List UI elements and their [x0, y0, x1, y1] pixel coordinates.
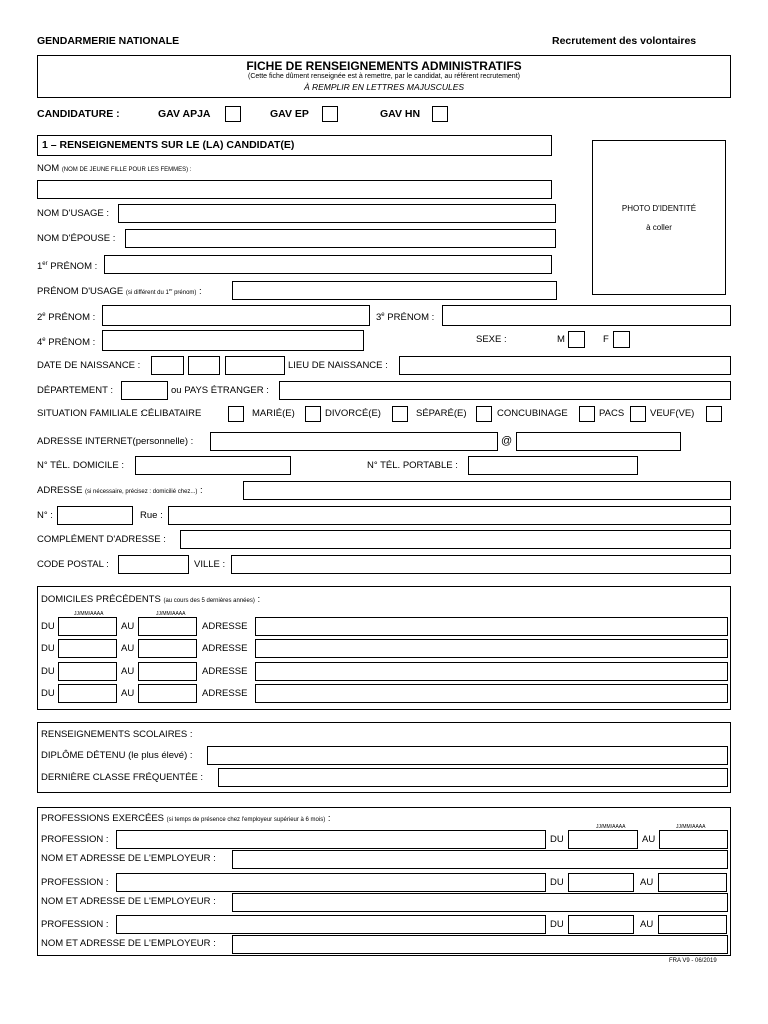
nom-field[interactable]	[37, 180, 552, 199]
checkbox-gav-hn[interactable]	[432, 106, 448, 122]
prof2-field[interactable]	[116, 873, 546, 892]
ville-field[interactable]	[231, 555, 731, 574]
prenom4-field[interactable]	[102, 330, 364, 351]
option-gav-apja: GAV APJA	[158, 108, 211, 120]
pays-field[interactable]	[279, 381, 731, 400]
option-gav-ep: GAV EP	[270, 108, 309, 120]
situation-pacs: PACS	[599, 408, 625, 419]
domiciles-date-hint-au: JJ/MM/AAAA	[156, 611, 186, 617]
date-naissance-label: DATE DE NAISSANCE :	[37, 360, 141, 371]
dom3-au-label: AU	[121, 666, 135, 677]
prof1-field[interactable]	[116, 830, 546, 849]
version-label: FRA V9 - 06/2019	[669, 958, 717, 964]
professions-title-text: PROFESSIONS EXERCÉES	[41, 813, 165, 824]
email-domain-field[interactable]	[516, 432, 681, 451]
sexe-f-label: F	[603, 334, 609, 345]
prenom4-sup: e	[42, 337, 46, 343]
section1-header	[37, 135, 552, 156]
adresse-label	[37, 485, 203, 498]
prenom1-num: 1	[37, 261, 43, 273]
at-sign: @	[501, 435, 513, 447]
prenom1-field[interactable]	[104, 255, 552, 274]
prof2-du-field[interactable]	[568, 873, 634, 892]
checkbox-sexe-m[interactable]	[568, 331, 585, 348]
birth-month-field[interactable]	[188, 356, 220, 375]
adresse-colon: :	[197, 485, 203, 496]
classe-field[interactable]	[218, 768, 728, 787]
prof3-field[interactable]	[116, 915, 546, 934]
departement-label: DÉPARTEMENT :	[37, 385, 114, 396]
prenom3-num: 3	[376, 312, 382, 324]
prenom4-text: PRÉNOM :	[45, 337, 96, 349]
prof1-du-field[interactable]	[568, 830, 638, 849]
dom3-du-field[interactable]	[58, 662, 117, 681]
nom-usage-label: NOM D'USAGE :	[37, 208, 110, 219]
prenom1-sup: er	[42, 261, 48, 267]
prenom4-num: 4	[37, 337, 43, 349]
domiciles-note: (au cours des 5 dernières années)	[163, 598, 255, 604]
professions-date-hint-du: JJ/MM/AAAA	[596, 824, 626, 830]
prenom2-text: PRÉNOM :	[45, 312, 96, 324]
diplome-field[interactable]	[207, 746, 728, 765]
checkbox-divorce[interactable]	[392, 406, 408, 422]
dom3-au-field[interactable]	[138, 662, 197, 681]
prof3-au-field[interactable]	[658, 915, 727, 934]
adresse-field[interactable]	[243, 481, 731, 500]
prenom4-label	[37, 334, 95, 349]
prof3-label: PROFESSION :	[41, 919, 109, 930]
birth-year-field[interactable]	[225, 356, 285, 375]
situation-concubinage: CONCUBINAGE	[497, 408, 568, 419]
prenom-usage-text: PRÉNOM D'USAGE	[37, 286, 124, 297]
domiciles-date-hint-du: JJ/MM/AAAA	[74, 611, 104, 617]
checkbox-gav-apja[interactable]	[225, 106, 241, 122]
dom1-du-field[interactable]	[58, 617, 117, 636]
scolaires-title: RENSEIGNEMENTS SCOLAIRES :	[41, 729, 193, 740]
prenom-usage-note	[125, 287, 197, 296]
prof2-au-label: AU	[640, 877, 654, 888]
prof3-du-label: DU	[550, 919, 564, 930]
nom-epouse-field[interactable]	[125, 229, 556, 248]
form-subtitle: (Cette fiche dûment renseignée est à remettre, par le candidat, au référent recrutement)	[248, 73, 520, 80]
prenom-usage-field[interactable]	[232, 281, 557, 300]
lieu-naissance-field[interactable]	[399, 356, 731, 375]
complement-label: COMPLÉMENT D'ADRESSE :	[37, 534, 166, 545]
dom4-du-field[interactable]	[58, 684, 117, 703]
dom3-adresse-field[interactable]	[255, 662, 728, 681]
situation-divorce: DIVORCÉ(E)	[325, 408, 381, 419]
prof1-du-label: DU	[550, 834, 564, 845]
checkbox-veuf[interactable]	[706, 406, 722, 422]
prof1-au-field[interactable]	[659, 830, 728, 849]
professions-colon: :	[325, 813, 331, 824]
professions-title	[41, 813, 331, 826]
situation-celibataire: CÉLIBATAIRE	[141, 408, 202, 419]
org-name: GENDARMERIE NATIONALE	[37, 35, 180, 47]
emp1-label: NOM ET ADRESSE DE L'EMPLOYEUR :	[41, 853, 216, 864]
prof3-au-label: AU	[640, 919, 654, 930]
emp3-label: NOM ET ADRESSE DE L'EMPLOYEUR :	[41, 938, 216, 949]
dom4-adresse-field[interactable]	[255, 684, 728, 703]
prenom3-text: PRÉNOM :	[384, 312, 435, 324]
section1-title: 1 – RENSEIGNEMENTS SUR LE (LA) CANDIDAT(E)	[42, 139, 295, 151]
prenom1-text: PRÉNOM :	[47, 261, 98, 273]
complement-field[interactable]	[180, 530, 731, 549]
prof2-au-field[interactable]	[658, 873, 727, 892]
prenom3-label	[376, 309, 434, 324]
dom4-adresse-label: ADRESSE	[202, 688, 248, 699]
emp1-field[interactable]	[232, 850, 728, 869]
dom2-adresse-field[interactable]	[255, 639, 728, 658]
prenom3-field[interactable]	[442, 305, 731, 326]
diplome-label: DIPLÔME DÉTENU (le plus élevé) :	[41, 750, 193, 761]
checkbox-sexe-f[interactable]	[613, 331, 630, 348]
dom2-du-label: DU	[41, 643, 55, 654]
tel-domicile-label: N° TÉL. DOMICILE :	[37, 460, 125, 471]
tel-domicile-field[interactable]	[135, 456, 291, 475]
rue-label: Rue :	[140, 510, 163, 521]
emp2-field[interactable]	[232, 893, 728, 912]
dom2-au-label: AU	[121, 643, 135, 654]
dom2-adresse-label: ADRESSE	[202, 643, 248, 654]
dom1-du-label: DU	[41, 621, 55, 632]
sexe-m-label: M	[557, 334, 565, 345]
nom-epouse-label: NOM D'ÉPOUSE :	[37, 233, 116, 244]
birth-day-field[interactable]	[151, 356, 184, 375]
candidature-label: CANDIDATURE :	[37, 108, 120, 120]
numero-label: N° :	[37, 510, 53, 521]
emp2-label: NOM ET ADRESSE DE L'EMPLOYEUR :	[41, 896, 216, 907]
nom-label	[37, 163, 192, 176]
rue-field[interactable]	[168, 506, 731, 525]
professions-date-hint-au: JJ/MM/AAAA	[676, 824, 706, 830]
prenom-usage-note-start: (si différent du 1	[125, 290, 169, 296]
prof1-au-label: AU	[642, 834, 656, 845]
prenom2-field[interactable]	[102, 305, 370, 326]
prenom-usage-note-sup: er	[168, 287, 173, 292]
dom4-au-label: AU	[121, 688, 135, 699]
dom1-adresse-field[interactable]	[255, 617, 728, 636]
checkbox-pacs[interactable]	[630, 406, 646, 422]
prenom2-num: 2	[37, 312, 43, 324]
form-title: FICHE DE RENSEIGNEMENTS ADMINISTRATIFS	[246, 59, 522, 73]
option-gav-hn: GAV HN	[380, 108, 421, 120]
checkbox-marie[interactable]	[305, 406, 321, 422]
checkbox-gav-ep[interactable]	[322, 106, 338, 122]
sexe-label: SEXE :	[476, 334, 507, 345]
prenom3-sup: e	[381, 312, 385, 318]
situation-marie: MARIÉ(E)	[252, 408, 295, 419]
pays-label: ou PAYS ÉTRANGER :	[171, 385, 269, 396]
adresse-text: ADRESSE	[37, 485, 83, 496]
emp3-field[interactable]	[232, 935, 728, 954]
prenom-usage-label	[37, 284, 202, 299]
checkbox-concubinage[interactable]	[579, 406, 595, 422]
photo-label: PHOTO D'IDENTITÉ	[621, 204, 697, 213]
situation-label: SITUATION FAMILIALE :	[37, 408, 143, 419]
situation-separe: SÉPARÉ(E)	[416, 408, 467, 419]
numero-field[interactable]	[57, 506, 133, 525]
form-instruction: À REMPLIR EN LETTRES MAJUSCULES	[303, 82, 465, 92]
ville-label: VILLE :	[194, 559, 226, 570]
tel-portable-label: N° TÉL. PORTABLE :	[367, 460, 458, 471]
recruitment-label: Recrutement des volontaires	[552, 35, 697, 47]
prenom-usage-note-end: prénom)	[172, 290, 197, 296]
photo-sublabel: à coller	[646, 223, 672, 232]
dom2-du-field[interactable]	[58, 639, 117, 658]
tel-portable-field[interactable]	[468, 456, 638, 475]
departement-field[interactable]	[121, 381, 168, 400]
prenom1-label	[37, 258, 97, 273]
code-postal-field[interactable]	[118, 555, 189, 574]
adresse-internet-label: ADRESSE INTERNET(personnelle) :	[37, 436, 194, 447]
email-user-field[interactable]	[210, 432, 498, 451]
classe-label: DERNIÈRE CLASSE FRÉQUENTÉE :	[41, 772, 204, 783]
dom1-au-label: AU	[121, 621, 135, 632]
code-postal-label: CODE POSTAL :	[37, 559, 109, 570]
dom3-adresse-label: ADRESSE	[202, 666, 248, 677]
prof3-du-field[interactable]	[568, 915, 634, 934]
prenom-usage-colon: :	[196, 286, 202, 297]
dom2-au-field[interactable]	[138, 639, 197, 658]
nom-usage-field[interactable]	[118, 204, 556, 223]
nom-text: NOM	[37, 163, 60, 174]
lieu-naissance-label: LIEU DE NAISSANCE :	[288, 360, 388, 371]
professions-note: (si temps de présence chez l'employeur supérieur à 6 mois)	[166, 817, 326, 823]
checkbox-separe[interactable]	[476, 406, 492, 422]
dom1-adresse-label: ADRESSE	[202, 621, 248, 632]
domiciles-title	[41, 594, 260, 607]
domiciles-colon: :	[254, 594, 261, 605]
nom-note: (NOM DE JEUNE FILLE POUR LES FEMMES) :	[61, 167, 192, 173]
situation-veuf: VEUF(VE)	[650, 408, 695, 419]
checkbox-celibataire[interactable]	[228, 406, 244, 422]
dom3-du-label: DU	[41, 666, 55, 677]
adresse-note: (si nécessaire, précisez : domicilié chez...)	[85, 489, 198, 495]
domiciles-title-text: DOMICILES PRÉCÉDENTS	[41, 594, 161, 605]
prof2-label: PROFESSION :	[41, 877, 109, 888]
prenom2-sup: e	[42, 312, 46, 318]
photo-box	[592, 140, 726, 295]
dom4-au-field[interactable]	[138, 684, 197, 703]
prenom2-label	[37, 309, 95, 324]
prof1-label: PROFESSION :	[41, 834, 109, 845]
title-box	[37, 55, 731, 98]
dom1-au-field[interactable]	[138, 617, 197, 636]
dom4-du-label: DU	[41, 688, 55, 699]
prof2-du-label: DU	[550, 877, 564, 888]
